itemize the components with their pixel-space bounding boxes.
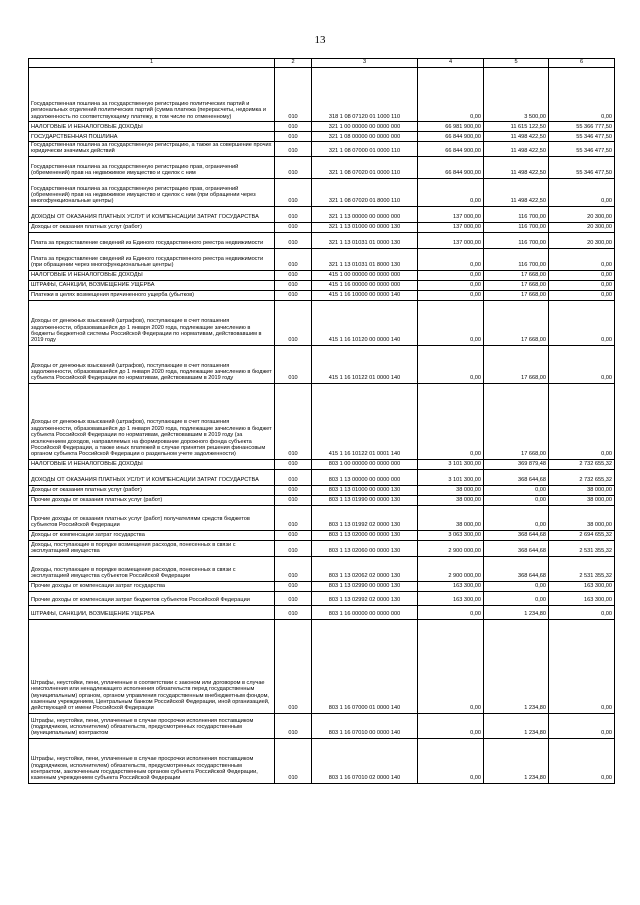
row-executed-amount: 17 668,00 [484, 345, 549, 383]
row-budget-code: 415 1 16 10122 01 0001 140 [312, 383, 418, 459]
row-code: 010 [275, 248, 312, 270]
row-budget-code: 415 1 16 10120 00 0000 140 [312, 300, 418, 345]
row-name: Доходы, поступающие в порядке возмещения расходов, понесенных в связи с эксплуатацией имущества [29, 540, 275, 556]
row-budget-code: 803 1 13 02062 02 0000 130 [312, 556, 418, 581]
row-executed-amount: 1 234,80 [484, 713, 549, 738]
row-budget-code: 318 1 08 07120 01 1000 110 [312, 68, 418, 122]
column-header: 5 [484, 59, 549, 68]
row-budget-code: 803 1 13 02992 02 0000 130 [312, 591, 418, 605]
revenue-table [28, 58, 615, 784]
row-name: Прочие доходы от оказания платных услуг (работ) [29, 495, 275, 505]
row-executed-amount: 17 668,00 [484, 300, 549, 345]
row-unexecuted-amount: 0,00 [549, 383, 615, 459]
column-header: 4 [418, 59, 484, 68]
row-unexecuted-amount: 55 346 477,50 [549, 142, 615, 157]
row-unexecuted-amount: 0,00 [549, 738, 615, 783]
table-row [29, 540, 615, 556]
table-row [29, 178, 615, 206]
row-executed-amount: 17 668,00 [484, 290, 549, 300]
page-number: 13 [314, 34, 326, 46]
row-budget-code: 415 1 16 10122 01 0000 140 [312, 345, 418, 383]
row-budget-code: 415 1 16 00000 00 0000 000 [312, 280, 418, 290]
row-code: 010 [275, 156, 312, 178]
row-budget-code: 803 1 00 00000 00 0000 000 [312, 459, 418, 469]
row-approved-amount: 66 844 900,00 [418, 142, 484, 157]
row-executed-amount: 0,00 [484, 505, 549, 530]
row-unexecuted-amount: 2 531 355,32 [549, 540, 615, 556]
table-row [29, 469, 615, 485]
row-name: Доходы от оказания платных услуг (работ) [29, 222, 275, 232]
row-budget-code: 415 1 00 00000 00 0000 000 [312, 270, 418, 280]
row-approved-amount: 3 063 300,00 [418, 530, 484, 540]
table-row [29, 713, 615, 738]
row-name: Штрафы, неустойки, пени, уплаченные в соответствии с законом или договором в случае неисполнения или ненадлежащего исполнения обязательств перед государственным (муниципальным) органом, органом управления государственным внебюджетным фондом, казенным учреждением, Центральным банком Российской Федерации, иной организацией, действующей от имени Российской Федерации [29, 619, 275, 713]
table-row [29, 591, 615, 605]
row-executed-amount: 0,00 [484, 581, 549, 591]
row-unexecuted-amount: 0,00 [549, 605, 615, 619]
table-row [29, 248, 615, 270]
row-code: 010 [275, 540, 312, 556]
row-unexecuted-amount: 163 300,00 [549, 591, 615, 605]
table-row [29, 156, 615, 178]
row-budget-code: 803 1 13 02060 00 0000 130 [312, 540, 418, 556]
table-row [29, 300, 615, 345]
row-unexecuted-amount: 55 346 477,50 [549, 132, 615, 142]
row-executed-amount: 11 498 422,50 [484, 156, 549, 178]
row-code: 010 [275, 713, 312, 738]
row-unexecuted-amount: 38 000,00 [549, 485, 615, 495]
row-code: 010 [275, 132, 312, 142]
row-unexecuted-amount: 0,00 [549, 178, 615, 206]
table-row [29, 581, 615, 591]
row-budget-code: 803 1 13 01992 02 0000 130 [312, 505, 418, 530]
row-name: Штрафы, неустойки, пени, уплаченные в случае просрочки исполнения поставщиком (подрядчиком, исполнителем) обязательств, предусмотренных государственным контрактом, заключенным государственным органом субъекта Российской Федерации, казенным учреждением субъекта Российской Федерации [29, 738, 275, 783]
row-approved-amount: 0,00 [418, 178, 484, 206]
row-budget-code: 803 1 13 02000 00 0000 130 [312, 530, 418, 540]
row-approved-amount: 66 981 900,00 [418, 122, 484, 132]
row-approved-amount: 38 000,00 [418, 495, 484, 505]
row-budget-code: 803 1 16 07000 01 0000 140 [312, 619, 418, 713]
row-unexecuted-amount: 2 531 355,32 [549, 556, 615, 581]
table-row [29, 738, 615, 783]
row-unexecuted-amount: 0,00 [549, 280, 615, 290]
row-approved-amount: 3 101 300,00 [418, 459, 484, 469]
row-name: НАЛОГОВЫЕ И НЕНАЛОГОВЫЕ ДОХОДЫ [29, 122, 275, 132]
row-name: ШТРАФЫ, САНКЦИИ, ВОЗМЕЩЕНИЕ УЩЕРБА [29, 605, 275, 619]
row-executed-amount: 11 498 422,50 [484, 142, 549, 157]
row-approved-amount: 0,00 [418, 248, 484, 270]
row-code: 010 [275, 556, 312, 581]
table-row [29, 232, 615, 248]
table-row [29, 459, 615, 469]
row-executed-amount: 0,00 [484, 591, 549, 605]
row-executed-amount: 17 668,00 [484, 270, 549, 280]
table-row [29, 556, 615, 581]
row-unexecuted-amount: 0,00 [549, 290, 615, 300]
row-unexecuted-amount: 0,00 [549, 68, 615, 122]
row-code: 010 [275, 738, 312, 783]
row-budget-code: 321 1 08 00000 00 0000 000 [312, 132, 418, 142]
row-code: 010 [275, 530, 312, 540]
row-approved-amount: 66 844 900,00 [418, 132, 484, 142]
row-executed-amount: 369 879,48 [484, 459, 549, 469]
row-approved-amount: 137 000,00 [418, 206, 484, 222]
row-name: ДОХОДЫ ОТ ОКАЗАНИЯ ПЛАТНЫХ УСЛУГ И КОМПЕНСАЦИИ ЗАТРАТ ГОСУДАРСТВА [29, 469, 275, 485]
table-row [29, 290, 615, 300]
row-name: Государственная пошлина за государственную регистрацию политических партий и региональных отделений политических партий (сумма платежа (перерасчеты, недоимка и задолженность по соответствующему платежу, в том числе по отмененному) [29, 68, 275, 122]
row-name: Доходы от денежных взысканий (штрафов), поступающие в счет погашения задолженности, образовавшейся до 1 января 2020 года, подлежащие зачислению в бюджеты бюджетной системы Российской Федерации по нормативам, действовавшим в 2019 году [29, 300, 275, 345]
row-approved-amount: 0,00 [418, 290, 484, 300]
row-name: Доходы от оказания платных услуг (работ) [29, 485, 275, 495]
row-budget-code: 321 1 08 07000 01 0000 110 [312, 142, 418, 157]
row-approved-amount: 0,00 [418, 619, 484, 713]
row-budget-code: 321 1 13 00000 00 0000 000 [312, 206, 418, 222]
row-budget-code: 321 1 00 00000 00 0000 000 [312, 122, 418, 132]
row-name: Платежи в целях возмещения причиненного ущерба (убытков) [29, 290, 275, 300]
row-approved-amount: 163 300,00 [418, 591, 484, 605]
row-code: 010 [275, 290, 312, 300]
row-code: 010 [275, 68, 312, 122]
row-approved-amount: 0,00 [418, 605, 484, 619]
row-executed-amount: 3 500,00 [484, 68, 549, 122]
row-executed-amount: 368 644,68 [484, 556, 549, 581]
row-name: Доходы от денежных взысканий (штрафов), поступающие в счет погашения задолженности, образовавшейся до 1 января 2020 года, подлежащие зачислению в бюджет субъекта Российской Федерации по нормативам, действовавшим в 2019 году [29, 345, 275, 383]
row-approved-amount: 0,00 [418, 270, 484, 280]
row-executed-amount: 116 700,00 [484, 206, 549, 222]
row-executed-amount: 368 644,68 [484, 530, 549, 540]
row-budget-code: 803 1 13 01990 00 0000 130 [312, 495, 418, 505]
row-code: 010 [275, 485, 312, 495]
table-row [29, 383, 615, 459]
row-code: 010 [275, 232, 312, 248]
row-name: НАЛОГОВЫЕ И НЕНАЛОГОВЫЕ ДОХОДЫ [29, 459, 275, 469]
column-header: 3 [312, 59, 418, 68]
row-budget-code: 415 1 16 10000 00 0000 140 [312, 290, 418, 300]
row-budget-code: 803 1 13 01000 00 0000 130 [312, 485, 418, 495]
row-code: 010 [275, 469, 312, 485]
column-header: 2 [275, 59, 312, 68]
row-approved-amount: 0,00 [418, 300, 484, 345]
table-row [29, 142, 615, 157]
row-budget-code: 321 1 08 07020 01 0000 110 [312, 156, 418, 178]
row-approved-amount: 66 844 900,00 [418, 156, 484, 178]
row-name: Прочие доходы от оказания платных услуг (работ) получателями средств бюджетов субъектов Российской Федерации [29, 505, 275, 530]
row-name: Доходы, поступающие в порядке возмещения расходов, понесенных в связи с эксплуатацией имущества субъектов Российской Федерации [29, 556, 275, 581]
row-code: 010 [275, 505, 312, 530]
row-unexecuted-amount: 2 732 655,32 [549, 459, 615, 469]
row-name: Прочие доходы от компенсации затрат бюджетов субъектов Российской Федерации [29, 591, 275, 605]
row-name: ГОСУДАРСТВЕННАЯ ПОШЛИНА [29, 132, 275, 142]
row-executed-amount: 0,00 [484, 485, 549, 495]
row-unexecuted-amount: 20 300,00 [549, 232, 615, 248]
row-approved-amount: 137 000,00 [418, 232, 484, 248]
row-name: ШТРАФЫ, САНКЦИИ, ВОЗМЕЩЕНИЕ УЩЕРБА [29, 280, 275, 290]
table-row [29, 132, 615, 142]
row-executed-amount: 1 234,80 [484, 738, 549, 783]
row-approved-amount: 0,00 [418, 713, 484, 738]
row-budget-code: 803 1 16 00000 00 0000 000 [312, 605, 418, 619]
row-name: Доходы от компенсации затрат государства [29, 530, 275, 540]
row-unexecuted-amount: 2 732 655,32 [549, 469, 615, 485]
row-unexecuted-amount: 55 366 777,50 [549, 122, 615, 132]
row-executed-amount: 11 615 122,50 [484, 122, 549, 132]
row-name: Плата за предоставление сведений из Единого государственного реестра недвижимости [29, 232, 275, 248]
row-name: ДОХОДЫ ОТ ОКАЗАНИЯ ПЛАТНЫХ УСЛУГ И КОМПЕНСАЦИИ ЗАТРАТ ГОСУДАРСТВА [29, 206, 275, 222]
row-unexecuted-amount: 0,00 [549, 300, 615, 345]
row-approved-amount: 2 900 000,00 [418, 540, 484, 556]
row-name: Государственная пошлина за государственную регистрацию прав, ограничений (обременений) прав на недвижимое имущество и сделок с ним (при обращении через многофункциональные центры) [29, 178, 275, 206]
row-approved-amount: 38 000,00 [418, 505, 484, 530]
row-code: 010 [275, 222, 312, 232]
row-budget-code: 321 1 13 01031 01 8000 130 [312, 248, 418, 270]
table-row [29, 222, 615, 232]
row-code: 010 [275, 581, 312, 591]
row-approved-amount: 38 000,00 [418, 485, 484, 495]
table-row [29, 495, 615, 505]
row-name: НАЛОГОВЫЕ И НЕНАЛОГОВЫЕ ДОХОДЫ [29, 270, 275, 280]
row-executed-amount: 1 234,80 [484, 605, 549, 619]
row-budget-code: 321 1 13 01031 01 0000 130 [312, 232, 418, 248]
row-unexecuted-amount: 0,00 [549, 713, 615, 738]
table-row [29, 68, 615, 122]
table-row [29, 270, 615, 280]
row-name: Государственная пошлина за государственную регистрацию прав, ограничений (обременений) прав на недвижимое имущество и сделок с ним [29, 156, 275, 178]
row-code: 010 [275, 270, 312, 280]
row-executed-amount: 11 498 422,50 [484, 132, 549, 142]
row-executed-amount: 0,00 [484, 495, 549, 505]
table-row [29, 280, 615, 290]
row-budget-code: 803 1 16 07010 02 0000 140 [312, 738, 418, 783]
row-executed-amount: 17 668,00 [484, 383, 549, 459]
row-executed-amount: 1 234,80 [484, 619, 549, 713]
row-approved-amount: 163 300,00 [418, 581, 484, 591]
row-code: 010 [275, 142, 312, 157]
row-code: 010 [275, 300, 312, 345]
row-executed-amount: 368 644,68 [484, 469, 549, 485]
row-unexecuted-amount: 38 000,00 [549, 505, 615, 530]
row-code: 010 [275, 178, 312, 206]
row-budget-code: 321 1 13 01000 00 0000 130 [312, 222, 418, 232]
row-code: 010 [275, 605, 312, 619]
row-code: 010 [275, 383, 312, 459]
row-code: 010 [275, 495, 312, 505]
row-unexecuted-amount: 163 300,00 [549, 581, 615, 591]
table-row [29, 345, 615, 383]
table-row [29, 485, 615, 495]
table-header-row [29, 59, 615, 68]
row-unexecuted-amount: 0,00 [549, 619, 615, 713]
row-code: 010 [275, 619, 312, 713]
row-budget-code: 321 1 08 07020 01 8000 110 [312, 178, 418, 206]
row-code: 010 [275, 345, 312, 383]
row-name: Прочие доходы от компенсации затрат государства [29, 581, 275, 591]
row-unexecuted-amount: 55 346 477,50 [549, 156, 615, 178]
row-approved-amount: 3 101 300,00 [418, 469, 484, 485]
row-approved-amount: 137 000,00 [418, 222, 484, 232]
row-approved-amount: 0,00 [418, 345, 484, 383]
row-approved-amount: 0,00 [418, 383, 484, 459]
row-name: Государственная пошлина за государственную регистрацию, а также за совершение прочих юридически значимых действий [29, 142, 275, 157]
row-unexecuted-amount: 2 694 655,32 [549, 530, 615, 540]
row-name: Штрафы, неустойки, пени, уплаченные в случае просрочки исполнения поставщиком (подрядчиком, исполнителем) обязательств, предусмотренных государственным (муниципальным) контрактом [29, 713, 275, 738]
row-code: 010 [275, 206, 312, 222]
row-unexecuted-amount: 0,00 [549, 270, 615, 280]
row-approved-amount: 2 900 000,00 [418, 556, 484, 581]
row-name: Плата за предоставление сведений из Единого государственного реестра недвижимости (при обращении через многофункциональные центры) [29, 248, 275, 270]
row-executed-amount: 11 498 422,50 [484, 178, 549, 206]
row-unexecuted-amount: 20 300,00 [549, 222, 615, 232]
row-budget-code: 803 1 13 00000 00 0000 000 [312, 469, 418, 485]
row-unexecuted-amount: 0,00 [549, 248, 615, 270]
row-budget-code: 803 1 16 07010 00 0000 140 [312, 713, 418, 738]
table-row [29, 605, 615, 619]
table-row [29, 122, 615, 132]
column-header: 1 [29, 59, 275, 68]
row-name: Доходы от денежных взысканий (штрафов), поступающие в счет погашения задолженности, образовавшейся до 1 января 2020 года, подлежащие зачислению в бюджет субъекта Российской Федерации по нормативам, действовавшим в 2019 году (за исключением доходов, направляемых на формирование дорожного фонда субъекта Российской Федерации, а также иных платежей в случае принятия решения финансовым органом субъекта Российской Федерации о раздельном учете задолженности) [29, 383, 275, 459]
row-code: 010 [275, 459, 312, 469]
row-executed-amount: 116 700,00 [484, 222, 549, 232]
table-row [29, 206, 615, 222]
row-executed-amount: 368 644,68 [484, 540, 549, 556]
row-unexecuted-amount: 38 000,00 [549, 495, 615, 505]
row-executed-amount: 116 700,00 [484, 232, 549, 248]
row-approved-amount: 0,00 [418, 68, 484, 122]
table-row [29, 619, 615, 713]
row-unexecuted-amount: 0,00 [549, 345, 615, 383]
row-code: 010 [275, 280, 312, 290]
row-code: 010 [275, 591, 312, 605]
column-header: 6 [549, 59, 615, 68]
row-executed-amount: 116 700,00 [484, 248, 549, 270]
row-code: 010 [275, 122, 312, 132]
table-row [29, 505, 615, 530]
row-unexecuted-amount: 20 300,00 [549, 206, 615, 222]
row-budget-code: 803 1 13 02990 00 0000 130 [312, 581, 418, 591]
row-approved-amount: 0,00 [418, 280, 484, 290]
table-row [29, 530, 615, 540]
row-approved-amount: 0,00 [418, 738, 484, 783]
row-executed-amount: 17 668,00 [484, 280, 549, 290]
